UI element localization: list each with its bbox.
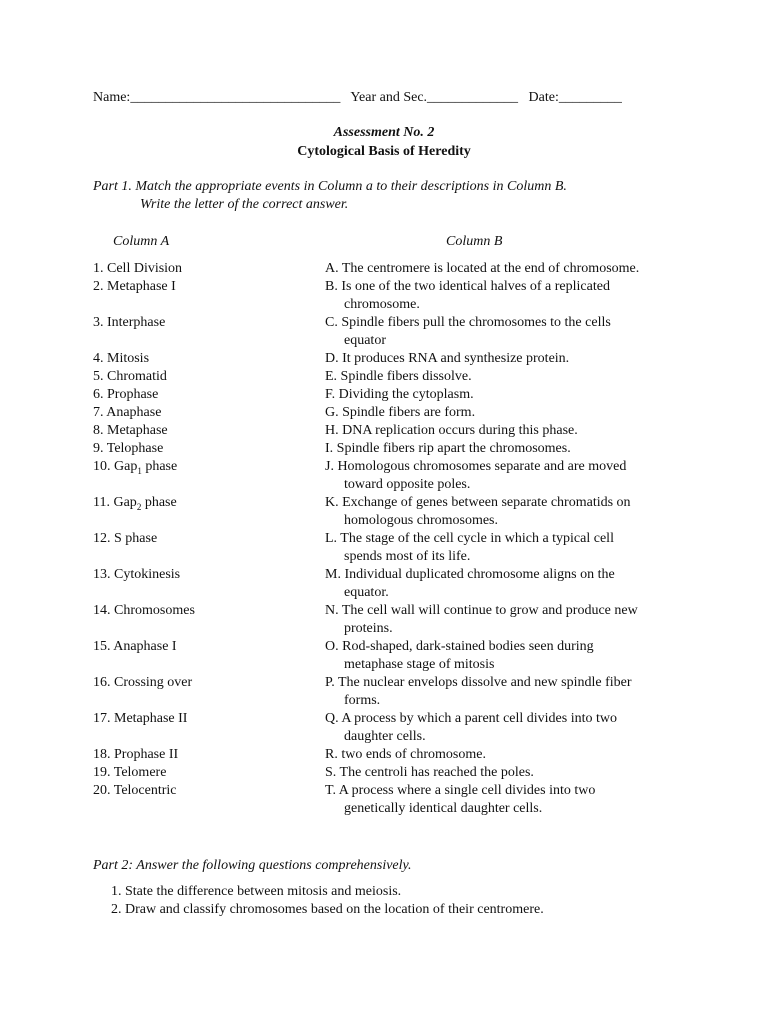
column-a-text: 6. Prophase bbox=[93, 387, 159, 402]
matching-row bbox=[93, 566, 713, 602]
column-b-item bbox=[325, 368, 713, 386]
column-a-item bbox=[93, 350, 325, 368]
column-a-header: Column A bbox=[113, 234, 170, 249]
matching-row bbox=[93, 458, 713, 494]
question-list bbox=[111, 883, 544, 919]
column-b-text: I. Spindle fibers rip apart the chromosomes. bbox=[325, 441, 571, 456]
column-a-text: 4. Mitosis bbox=[93, 351, 150, 366]
matching-row bbox=[93, 674, 713, 710]
column-a-text: 5. Chromatid bbox=[93, 369, 167, 384]
part2-instruction: Part 2: Answer the following questions comprehensively. bbox=[93, 858, 412, 873]
column-b-item bbox=[325, 746, 713, 764]
column-b-continuation: spends most of its life. bbox=[344, 549, 471, 564]
column-b-item bbox=[325, 278, 713, 314]
column-b-text: T. A process where a single cell divides into two bbox=[325, 783, 596, 798]
column-a-text: 15. Anaphase I bbox=[93, 639, 177, 654]
column-b-item bbox=[325, 530, 713, 566]
column-a-item bbox=[93, 494, 325, 530]
matching-table bbox=[93, 260, 713, 818]
column-b-text: C. Spindle fibers pull the chromosomes to the cells bbox=[325, 315, 611, 330]
matching-row bbox=[93, 764, 713, 782]
column-b-item bbox=[325, 314, 713, 350]
column-a-item bbox=[93, 422, 325, 440]
column-b-text: F. Dividing the cytoplasm. bbox=[325, 387, 474, 402]
column-a-text: 17. Metaphase II bbox=[93, 711, 188, 726]
column-b-item bbox=[325, 494, 713, 530]
column-b-item bbox=[325, 422, 713, 440]
matching-row bbox=[93, 386, 713, 404]
matching-row bbox=[93, 404, 713, 422]
question-item: 2. Draw and classify chromosomes based on the location of their centromere. bbox=[111, 902, 544, 917]
column-a-text: 12. S phase bbox=[93, 531, 158, 546]
column-b-item bbox=[325, 440, 713, 458]
column-a-item bbox=[93, 710, 325, 746]
column-b-continuation: chromosome. bbox=[344, 297, 420, 312]
header-fields bbox=[93, 89, 622, 107]
column-a-text: 9. Telophase bbox=[93, 441, 164, 456]
column-a-text: 8. Metaphase bbox=[93, 423, 168, 438]
column-b-item bbox=[325, 566, 713, 602]
column-a-item bbox=[93, 566, 325, 602]
column-b-text: P. The nuclear envelops dissolve and new spindle fiber bbox=[325, 675, 632, 690]
column-b-text: E. Spindle fibers dissolve. bbox=[325, 369, 472, 384]
column-b-item bbox=[325, 710, 713, 746]
column-a-text-rest: phase bbox=[141, 459, 178, 474]
column-b-continuation: proteins. bbox=[344, 621, 393, 636]
column-a-text: 18. Prophase II bbox=[93, 747, 179, 762]
column-b-text: H. DNA replication occurs during this phase. bbox=[325, 423, 578, 438]
matching-row bbox=[93, 494, 713, 530]
column-b-text: D. It produces RNA and synthesize protein. bbox=[325, 351, 570, 366]
column-a-item bbox=[93, 260, 325, 278]
matching-row bbox=[93, 602, 713, 638]
column-b-item bbox=[325, 602, 713, 638]
column-b-item bbox=[325, 782, 713, 818]
column-a-text-rest: phase bbox=[141, 495, 177, 510]
column-b-item bbox=[325, 386, 713, 404]
column-b-text: A. The centromere is located at the end of chromosome. bbox=[325, 261, 640, 276]
column-a-subscript: 1 bbox=[137, 465, 142, 476]
column-a-text: 11. Gap bbox=[93, 495, 137, 510]
matching-row bbox=[93, 350, 713, 368]
column-a-subscript: 2 bbox=[136, 501, 142, 512]
column-a-text: 16. Crossing over bbox=[93, 675, 193, 690]
column-a-item bbox=[93, 530, 325, 566]
column-b-header: Column B bbox=[446, 234, 503, 249]
column-b-item bbox=[325, 350, 713, 368]
column-a-text: 1. Cell Division bbox=[93, 261, 183, 276]
column-a-item bbox=[93, 602, 325, 638]
column-a-text: 14. Chromosomes bbox=[93, 603, 195, 618]
matching-row bbox=[93, 782, 713, 818]
column-b-continuation: homologous chromosomes. bbox=[344, 513, 498, 528]
assessment-subtitle: Cytological Basis of Heredity bbox=[297, 144, 471, 159]
matching-row bbox=[93, 278, 713, 314]
matching-row bbox=[93, 422, 713, 440]
matching-row bbox=[93, 260, 713, 278]
column-a-item bbox=[93, 278, 325, 314]
column-a-item bbox=[93, 764, 325, 782]
column-b-text: B. Is one of the two identical halves of a replicated bbox=[325, 279, 610, 294]
name-field: Name:______________________________ bbox=[93, 90, 341, 105]
column-b-text: G. Spindle fibers are form. bbox=[325, 405, 476, 420]
column-a-text: 20. Telocentric bbox=[93, 783, 177, 798]
column-b-item bbox=[325, 764, 713, 782]
column-a-item bbox=[93, 458, 325, 494]
assessment-title: Assessment No. 2 bbox=[333, 125, 435, 140]
column-b-item bbox=[325, 674, 713, 710]
column-b-text: N. The cell wall will continue to grow and produce new bbox=[325, 603, 638, 618]
column-a-text: 2. Metaphase I bbox=[93, 279, 176, 294]
matching-row bbox=[93, 638, 713, 674]
column-b-continuation: daughter cells. bbox=[344, 729, 426, 744]
column-b-text: O. Rod-shaped, dark-stained bodies seen during bbox=[325, 639, 594, 654]
column-a-item bbox=[93, 638, 325, 674]
column-b-item bbox=[325, 404, 713, 422]
column-b-continuation: forms. bbox=[344, 693, 381, 708]
column-a-item bbox=[93, 386, 325, 404]
matching-row bbox=[93, 746, 713, 764]
matching-row bbox=[93, 368, 713, 386]
column-b-continuation: equator. bbox=[344, 585, 389, 600]
column-b-continuation: equator bbox=[344, 333, 386, 348]
question-item: 1. State the difference between mitosis and meiosis. bbox=[111, 884, 402, 899]
column-b-text: Q. A process by which a parent cell divides into two bbox=[325, 711, 617, 726]
column-b-item bbox=[325, 260, 713, 278]
column-b-text: M. Individual duplicated chromosome aligns on the bbox=[325, 567, 615, 582]
matching-row bbox=[93, 530, 713, 566]
part1-line2: Write the letter of the correct answer. bbox=[140, 197, 349, 212]
column-a-text: 13. Cytokinesis bbox=[93, 567, 181, 582]
column-a-text: 19. Telomere bbox=[93, 765, 167, 780]
matching-row bbox=[93, 440, 713, 458]
column-a-text: 3. Interphase bbox=[93, 315, 166, 330]
column-b-text: K. Exchange of genes between separate chromatids on bbox=[325, 495, 631, 510]
column-a-item bbox=[93, 404, 325, 422]
column-b-continuation: metaphase stage of mitosis bbox=[344, 657, 495, 672]
column-b-text: L. The stage of the cell cycle in which a typical cell bbox=[325, 531, 614, 546]
column-a-item bbox=[93, 674, 325, 710]
column-a-item bbox=[93, 746, 325, 764]
column-a-item bbox=[93, 782, 325, 818]
year-section-field: Year and Sec._____________ bbox=[350, 90, 519, 105]
column-b-text: R. two ends of chromosome. bbox=[325, 747, 486, 762]
date-field: Date:_________ bbox=[528, 90, 622, 105]
column-b-text: S. The centroli has reached the poles. bbox=[325, 765, 534, 780]
column-a-text: 10. Gap bbox=[93, 459, 138, 474]
column-b-continuation: genetically identical daughter cells. bbox=[344, 801, 543, 816]
column-b-item bbox=[325, 458, 713, 494]
column-a-item bbox=[93, 314, 325, 350]
column-a-item bbox=[93, 368, 325, 386]
column-b-item bbox=[325, 638, 713, 674]
column-a-item bbox=[93, 440, 325, 458]
part1-line1: Part 1. Match the appropriate events in Column a to their descriptions in Column B. bbox=[93, 179, 567, 194]
column-a-text: 7. Anaphase bbox=[93, 405, 162, 420]
matching-row bbox=[93, 710, 713, 746]
matching-row bbox=[93, 314, 713, 350]
column-b-text: J. Homologous chromosomes separate and are moved bbox=[325, 459, 627, 474]
part1-instructions bbox=[93, 178, 713, 214]
column-b-continuation: toward opposite poles. bbox=[344, 477, 471, 492]
